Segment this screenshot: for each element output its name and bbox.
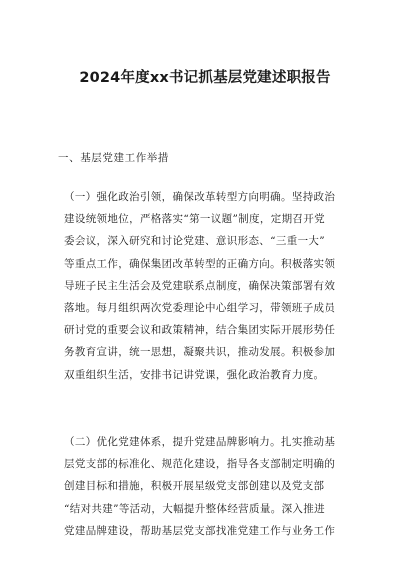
paragraph-line: 层党支部的标准化、规范化建设，指导各支部制定明确的 xyxy=(64,458,336,471)
paragraph-line: 落地。每月组织两次党委理论中心组学习，带领班子成员 xyxy=(64,301,336,314)
paragraph-line: 委会议，深入研究和讨论党建、意识形态、“三重一大” xyxy=(64,235,325,248)
document-title: 2024年度xx书记抓基层党建述职报告 xyxy=(79,70,331,86)
paragraph-line: （二）优化党建体系，提升党建品牌影响力。扎实推动基 xyxy=(64,436,336,448)
paragraph-political-leadership xyxy=(64,186,354,386)
paragraph-line: 创建目标和措施，积极开展星级党支部创建以及党支部 xyxy=(64,480,325,493)
paragraph-line: （一）强化政治引领，确保改革转型方向明确。坚持政治 xyxy=(64,191,336,203)
paragraph-line: 建设统领地位，严格落实“第一议题”制度，定期召开党 xyxy=(64,213,325,226)
paragraph-line: 双重组织生活，安排书记讲党课，强化政治教育力度。 xyxy=(64,368,325,381)
paragraph-line: 党建品牌建设，帮助基层党支部找准党建工作与业务工作 xyxy=(64,524,336,537)
paragraph-line: 导班子民主生活会及党建联系点制度，确保决策部署有效 xyxy=(64,279,336,292)
paragraph-line: 等重点工作，确保集团改革转型的正确方向。积极落实领 xyxy=(64,257,336,270)
paragraph-line: “结对共建”等活动，大幅提升整体经营质量。深入推进 xyxy=(64,502,325,515)
paragraph-party-system xyxy=(64,431,354,542)
section-heading: 一、基层党建工作举措 xyxy=(58,152,169,164)
paragraph-line: 务教育宣讲，统一思想，凝聚共识，推动发展。积极参加 xyxy=(64,346,336,359)
paragraph-line: 研讨党的重要会议和政策精神，结合集团实际开展形势任 xyxy=(64,324,336,337)
